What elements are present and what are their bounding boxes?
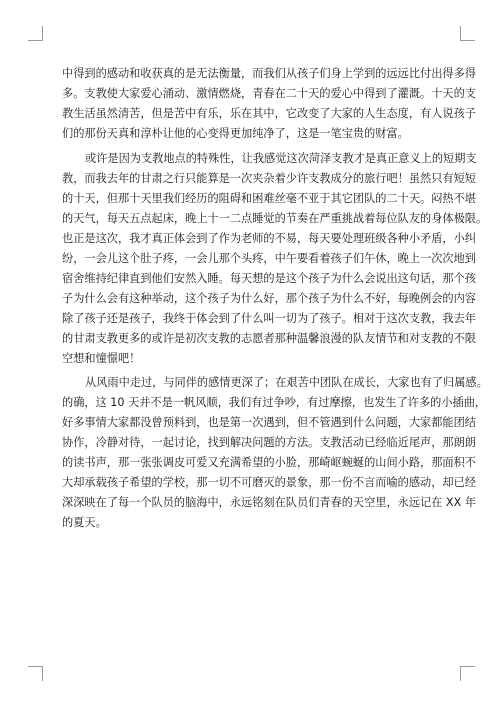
paragraph-2 [62,149,488,369]
text-line: 的十天，但那十天里我们经历的阻碍和困难丝毫不亚于其它团队的二十天。闷热不堪 [62,192,476,205]
paragraph-3 [62,373,488,533]
text-line: 空想和憧憬吧！ [62,352,141,365]
text-line: 的读书声，那一张张调皮可爱又充满希望的小脸，那崎岖蜿蜒的山间小路，那面积不 [62,456,476,469]
paragraph-1 [62,64,476,144]
text-line: 多。支教使大家爱心涌动、激情燃烧，青春在二十天的爱心中得到了灌溉。十天的支 [62,87,476,100]
text-line: 除了孩子还是孩子，我终于体会到了什么叫一切为了孩子。相对于这次支教，我去年 [62,312,476,325]
text-line: 中得到的感动和收获真的是无法衡量，而我们从孩子们身上学到的远远比付出得多得 [62,67,476,80]
text-line: 的确，这 10 天并不是一帆风顺，我们有过争吵，有过摩擦，也发生了许多的小插曲， [62,396,487,409]
text-line: 的甘肃支教更多的或许是初次支教的志愿者那种温馨浪漫的队友情节和对支教的不限 [62,332,476,345]
text-line: 协作，冷静对待，一起讨论，找到解决问题的方法。支教活动已经临近尾声，那朗朗 [62,436,476,449]
text-line: 也正是这次，我才真正体会到了作为老师的不易，每天要处理班级各种小矛盾，小纠 [62,232,476,245]
text-line: 的夏天。 [62,516,107,529]
text-line: 好多事情大家都没曾预料到，也是第一次遇到，但不管遇到什么问题，大家都能团结 [62,416,476,429]
text-line: 大却承载孩子希望的学校，那一切不可磨灭的景象，那一份不言而喻的感动，却已经 [62,476,476,489]
document-body [62,64,488,533]
crop-mark-top-right [460,26,475,41]
crop-mark-bottom-right [460,666,475,681]
text-line: 教生活虽然清苦，但是苦中有乐，乐在其中，它改变了大家的人生态度，有人说孩子 [62,107,476,120]
text-line: 或许是因为支教地点的特殊性，让我感觉这次菏泽支教才是真正意义上的短期支 [85,152,477,165]
text-line: 们的那份天真和淳朴让他的心变得更加纯净了，这是一笔宝贵的财富。 [62,127,409,140]
text-line: 从风雨中走过，与同伴的感情更深了；在艰苦中团队在成长，大家也有了归属感。 [85,376,488,389]
text-line: 宿舍维持纪律直到他们安然入睡。每天想的是这个孩子为什么会说出这句话，那个孩 [62,272,476,285]
text-line: 深深映在了每一个队员的脑海中，永远铭刻在队员们青春的天空里，永远记在 XX 年 [62,496,477,509]
text-line: 子为什么会有这种举动，这个孩子为什么好，那个孩子为什么不好，每晚例会的内容 [62,292,476,305]
crop-mark-bottom-left [28,666,43,681]
text-line: 的天气，每天五点起床，晚上十一二点睡觉的节奏在严重挑战着每位队友的身体极限。 [62,212,488,225]
crop-mark-top-left [28,26,43,41]
text-line: 纷，一会儿这个肚子疼，一会儿那个头疼，中午要看着孩子们午休，晚上一次次地到 [62,252,476,265]
text-line: 教，而我去年的甘肃之行只能算是一次夹杂着少许支教成分的旅行吧！虽然只有短短 [62,172,476,185]
